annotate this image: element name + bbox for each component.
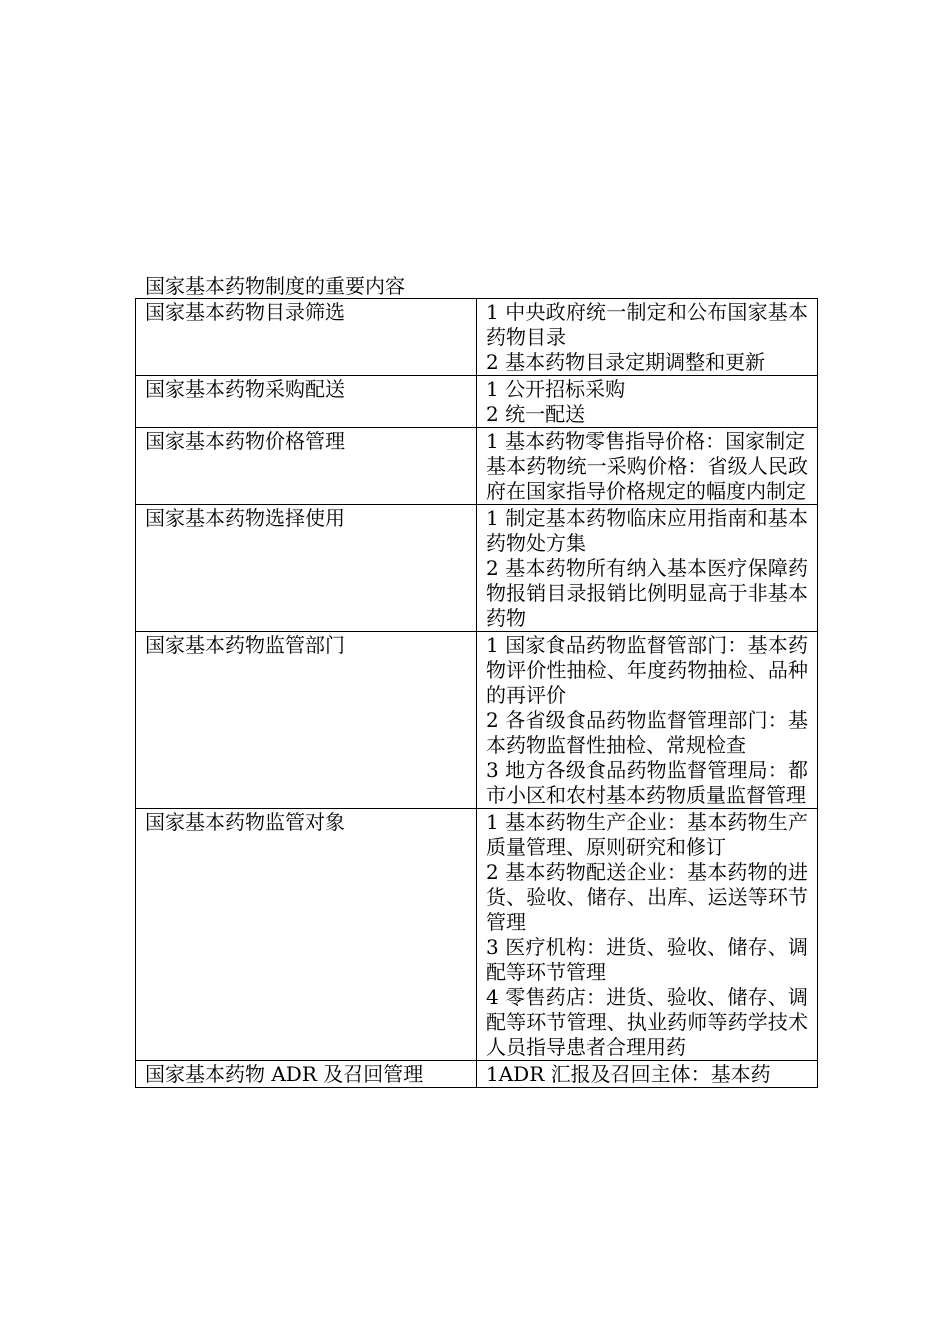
row-item-label: 国家基本药物价格管理 — [136, 428, 477, 505]
content-line: 2 各省级食品药物监督管理部门：基本药物监督性抽检、常规检查 — [486, 708, 808, 757]
content-line: 2 基本药物配送企业：基本药物的进货、验收、储存、出库、运送等环节管理 — [486, 860, 808, 934]
row-content-cell — [477, 376, 818, 428]
table-row — [136, 428, 818, 505]
content-line: 1ADR 汇报及召回主体：基本药 — [486, 1062, 771, 1086]
row-item-label: 国家基本药物目录筛选 — [136, 299, 477, 376]
table-row — [136, 809, 818, 1061]
content-line: 1 中央政府统一制定和公布国家基本药物目录 — [486, 300, 808, 349]
row-item-label: 国家基本药物 ADR 及召回管理 — [136, 1061, 477, 1088]
table-row — [136, 1061, 818, 1088]
row-content-cell — [477, 809, 818, 1061]
row-content-cell — [477, 1061, 818, 1088]
row-content-cell — [477, 505, 818, 632]
content-line: 3 地方各级食品药物监督管理局：都市小区和农村基本药物质量监督管理 — [486, 758, 808, 807]
content-line: 1 基本药物零售指导价格：国家制定 — [486, 429, 806, 453]
content-line: 1 公开招标采购 — [486, 377, 626, 401]
content-line: 4 零售药店：进货、验收、储存、调配等环节管理、执业药师等药学技术人员指导患者合理用药 — [486, 985, 808, 1059]
row-content-cell — [477, 632, 818, 809]
row-item-label: 国家基本药物采购配送 — [136, 376, 477, 428]
content-line: 1 基本药物生产企业：基本药物生产质量管理、原则研究和修订 — [486, 810, 808, 859]
content-line: 2 基本药物目录定期调整和更新 — [486, 350, 766, 374]
table-row — [136, 632, 818, 809]
content-line: 1 国家食品药物监督管部门：基本药物评价性抽检、年度药物抽检、品种的再评价 — [486, 633, 808, 707]
document-title: 国家基本药物制度的重要内容 — [145, 274, 405, 298]
table-row — [136, 505, 818, 632]
content-line: 1 制定基本药物临床应用指南和基本药物处方集 — [486, 506, 808, 555]
content-line: 2 统一配送 — [486, 402, 586, 426]
content-line: 基本药物统一采购价格：省级人民政府在国家指导价格规定的幅度内制定 — [486, 454, 808, 503]
table-row — [136, 376, 818, 428]
row-content-cell — [477, 428, 818, 505]
content-line: 3 医疗机构：进货、验收、储存、调配等环节管理 — [486, 935, 808, 984]
table-row — [136, 299, 818, 376]
row-item-label: 国家基本药物监管对象 — [136, 809, 477, 1061]
row-content-cell — [477, 299, 818, 376]
content-line: 2 基本药物所有纳入基本医疗保障药物报销目录报销比例明显高于非基本药物 — [486, 556, 808, 630]
row-item-label: 国家基本药物监管部门 — [136, 632, 477, 809]
row-item-label: 国家基本药物选择使用 — [136, 505, 477, 632]
policy-table — [135, 298, 818, 1088]
